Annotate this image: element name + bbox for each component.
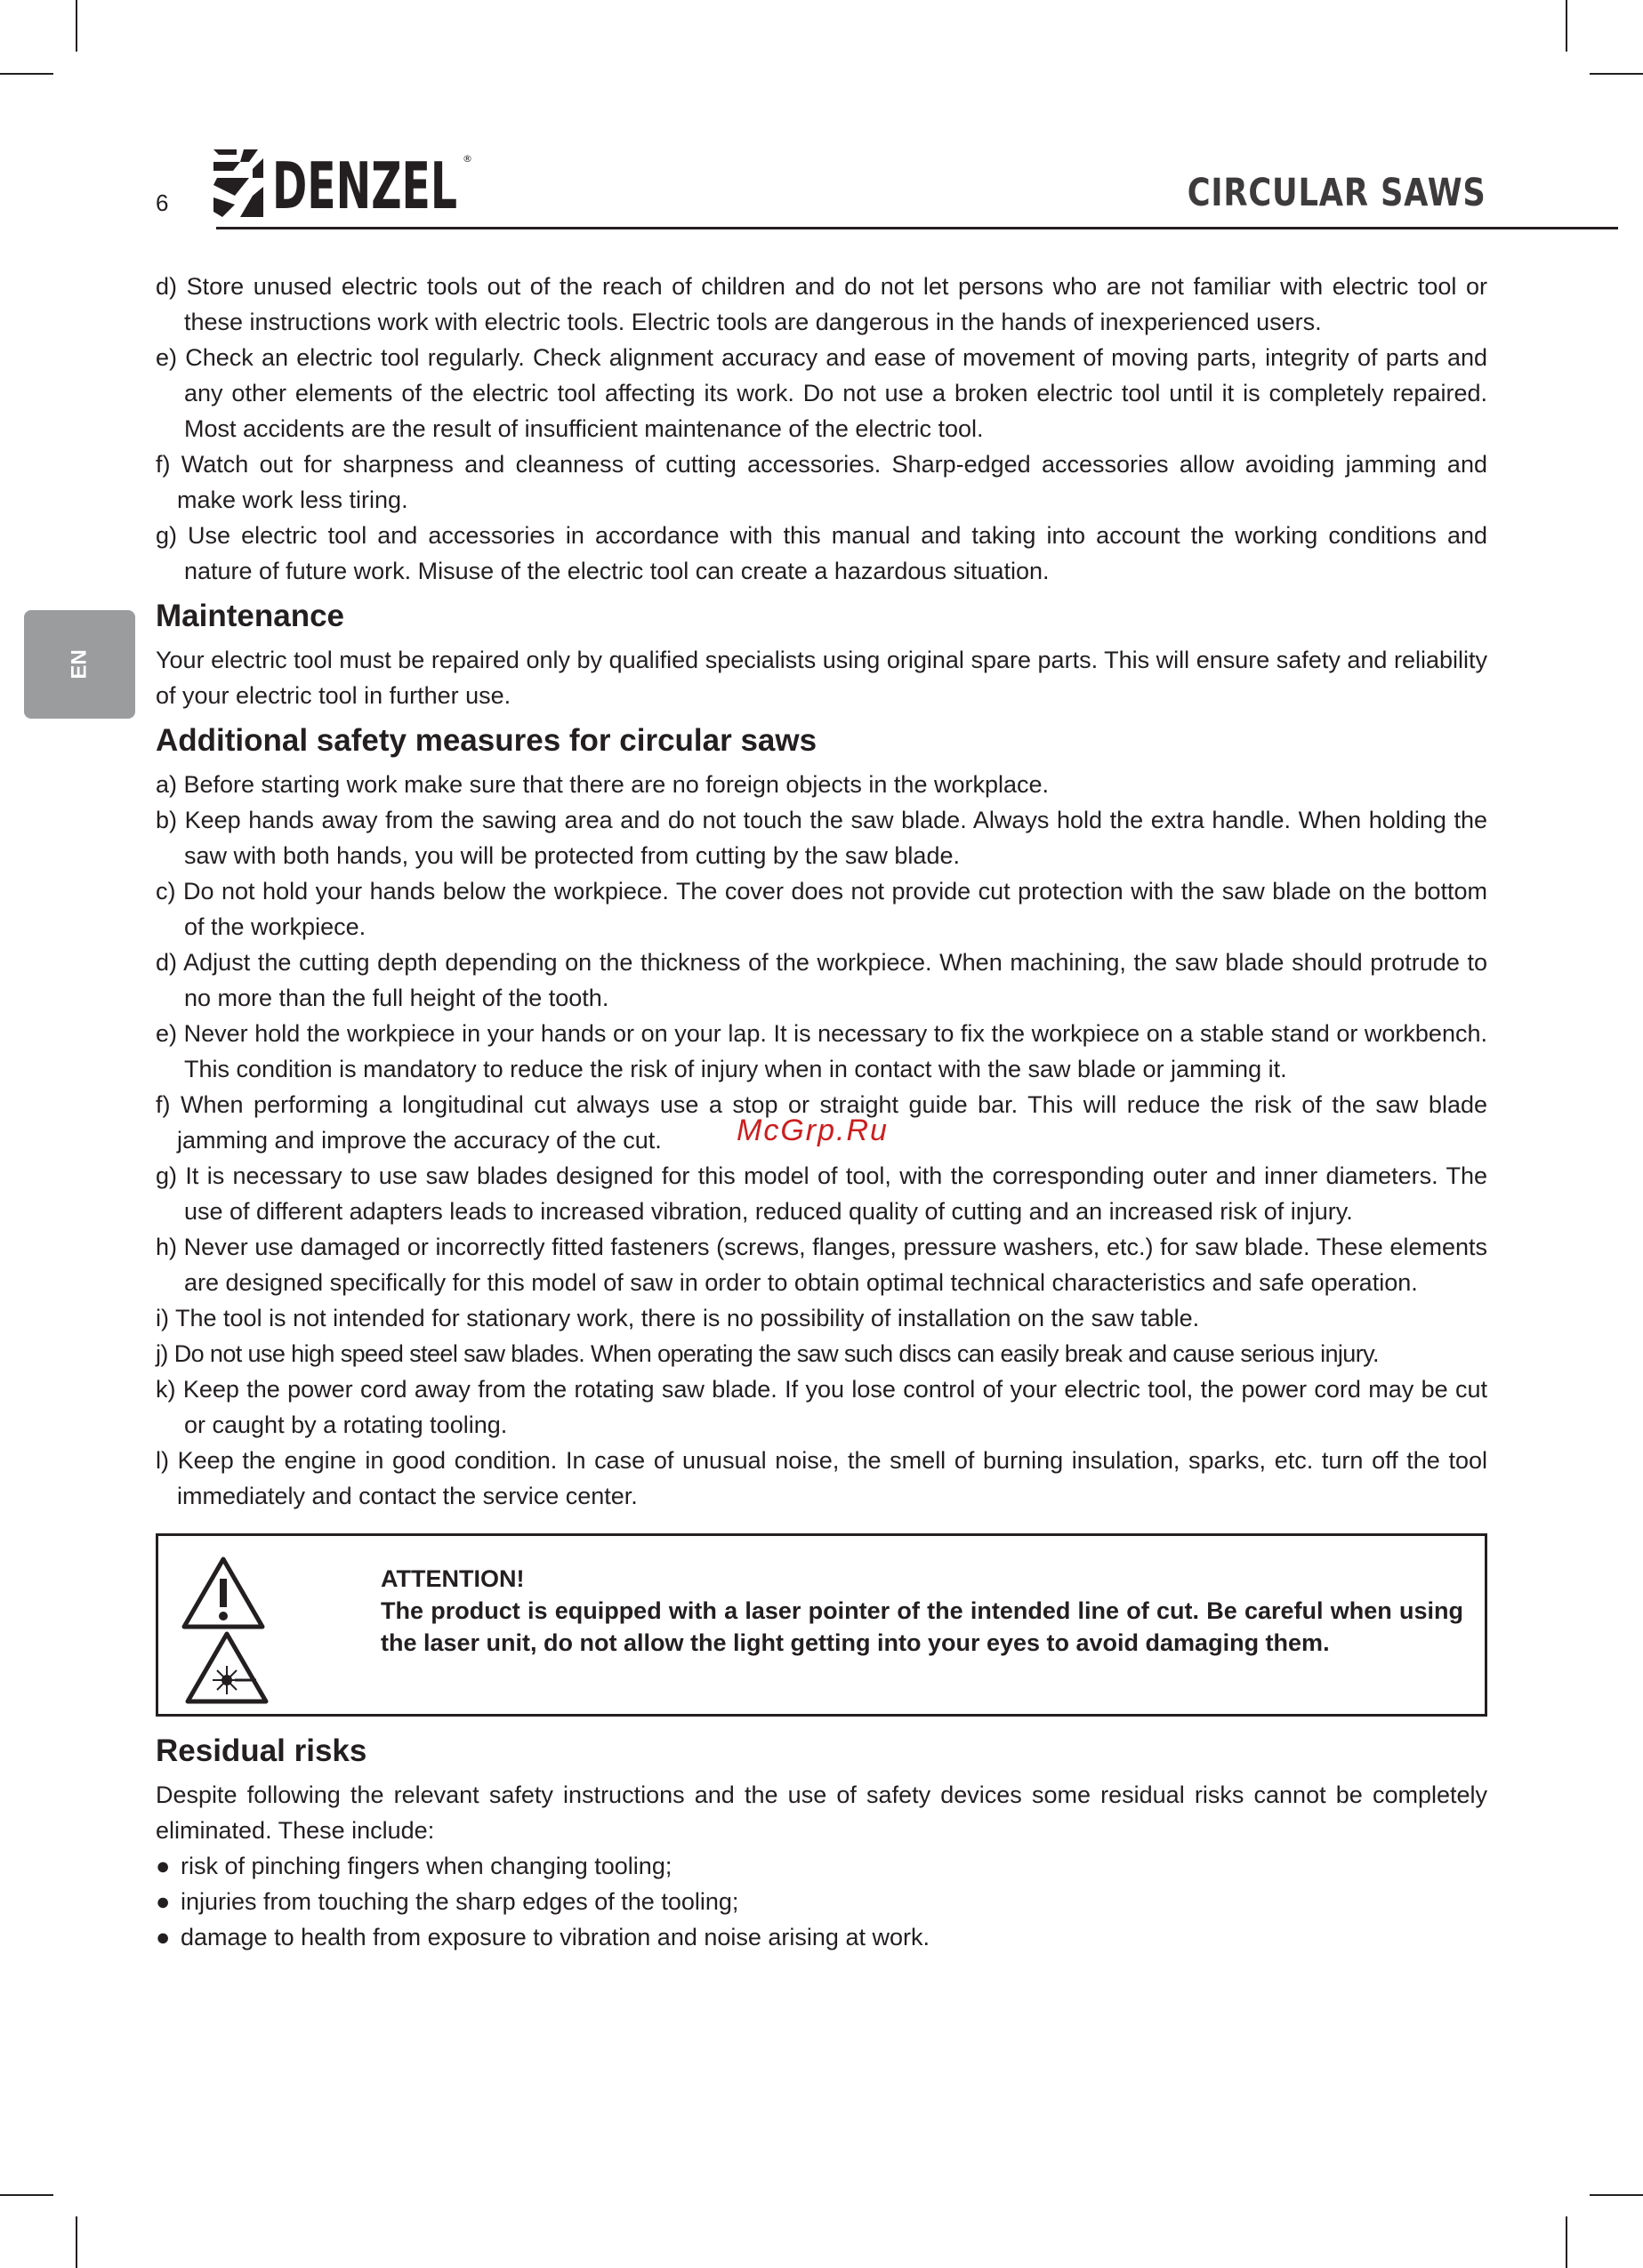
additional-safety-heading: Additional safety measures for circular saws [156,723,817,758]
language-tab-label: EN [67,649,92,680]
list-item: i) The tool is not intended for stationary work, there is no possibility of installation on the saw table. [156,1305,1200,1331]
list-item: f) Watch out for sharpness and cleanness of cutting accessories. Sharp-edged accessories allow avoiding jamming and make work less tiring. [156,451,1487,513]
bullet-text: damage to health from exposure to vibration and noise arising at work. [181,1924,930,1950]
list-item: d) Store unused electric tools out of the reach of children and do not let persons who are not familiar with electric tool or these instructions work with electric tools. Electric tools are dangerous in the hands of inexperienced users. [156,273,1487,335]
bullet-icon: ● [156,1888,171,1915]
header-divider [216,227,1618,229]
list-item: a) Before starting work make sure that there are no foreign objects in the workplace. [156,771,1050,798]
brand-wordmark: DENZEL [272,149,457,222]
page-content [156,269,1487,1955]
watermark: McGrp.Ru [737,1114,889,1147]
list-item: f) When performing a longitudinal cut always use a stop or straight guide bar. This will reduce the risk of the saw blade jamming and improve the accuracy of the cut. [156,1091,1487,1154]
maintenance-text: Your electric tool must be repaired only by qualified specialists using original spare parts. This will ensure safety and reliability of your electric tool in further use. [156,647,1487,709]
laser-hazard-icon [185,1630,270,1705]
bullet-icon: ● [156,1924,171,1950]
attention-box [156,1533,1487,1717]
section-title: CIRCULAR SAWS [1188,171,1486,215]
crop-mark [1566,2216,1567,2268]
list-item: e) Never hold the workpiece in your hands or on your lap. It is necessary to fix the workpiece on a stable stand or workbench. This condition is mandatory to reduce the risk of injury when in contact with the saw blade or jamming it. [156,1020,1487,1082]
crop-mark [1590,2194,1643,2196]
warning-triangle-icon [181,1556,266,1630]
crop-mark [0,73,53,75]
crop-mark [0,2194,53,2196]
list-item [156,1884,1487,1919]
attention-icons [181,1556,355,1630]
list-item: l) Keep the engine in good condition. In case of unusual noise, the smell of burning insulation, sparks, etc. turn off the tool immediately and contact the service center. [156,1447,1487,1509]
crop-mark [1590,73,1643,75]
list-item: g) It is necessary to use saw blades designed for this model of tool, with the corresponding outer and inner diameters. The use of different adapters leads to increased vibration, reduced quality of cutting and an increased risk of injury. [156,1162,1487,1225]
list-item: g) Use electric tool and accessories in accordance with this manual and taking into account the working conditions and nature of future work. Misuse of the electric tool can create a hazardous situation. [156,522,1487,584]
residual-risks-heading: Residual risks [156,1733,367,1768]
list-item [156,1919,1487,1955]
list-item: k) Keep the power cord away from the rotating saw blade. If you lose control of your electric tool, the power cord may be cut or caught by a rotating tooling. [156,1376,1487,1438]
list-item: e) Check an electric tool regularly. Check alignment accuracy and ease of movement of moving parts, integrity of parts and any other elements of the electric tool affecting its work. Do not use a broken electric tool until it is completely repaired. Most accidents are the result of insufficient maintenance of the electric tool. [156,344,1487,442]
language-tab [24,610,135,719]
crop-mark [76,0,77,52]
list-item [156,1848,1487,1884]
maintenance-heading: Maintenance [156,599,344,633]
list-item: h) Never use damaged or incorrectly fitted fasteners (screws, flanges, pressure washers, etc.) for saw blade. These elements are designed specifically for this model of saw in order to obtain optimal technical characteristics and safe operation. [156,1234,1487,1296]
crop-mark [76,2216,77,2268]
list-item: d) Adjust the cutting depth depending on the thickness of the workpiece. When machining, the saw blade should protrude to no more than the full height of the tooth. [156,949,1487,1011]
brand-logo [213,142,480,222]
list-item: c) Do not hold your hands below the workpiece. The cover does not provide cut protection with the saw blade on the bottom of the workpiece. [156,878,1487,940]
attention-text: The product is equipped with a laser pointer of the intended line of cut. Be careful when using the laser unit, do not allow the light getting into your eyes to avoid damaging them. [381,1597,1463,1656]
denzel-logo-icon [213,142,480,222]
bullet-text: injuries from touching the sharp edges of the tooling; [181,1888,739,1915]
list-item: b) Keep hands away from the sawing area and do not touch the saw blade. Always hold the extra handle. When holding the saw with both hands, you will be protected from cutting by the saw blade. [156,807,1487,869]
svg-text:®: ® [463,153,472,165]
page-number: 6 [156,189,169,216]
bullet-text: risk of pinching fingers when changing tooling; [181,1853,673,1879]
list-item: j) Do not use high speed steel saw blades. When operating the saw such discs can easily break and cause serious injury. [156,1340,1379,1367]
attention-title: ATTENTION! [381,1565,525,1592]
residual-risks-intro: Despite following the relevant safety instructions and the use of safety devices some residual risks cannot be completely eliminated. These include: [156,1781,1487,1844]
bullet-icon: ● [156,1853,171,1879]
crop-mark [1566,0,1567,52]
